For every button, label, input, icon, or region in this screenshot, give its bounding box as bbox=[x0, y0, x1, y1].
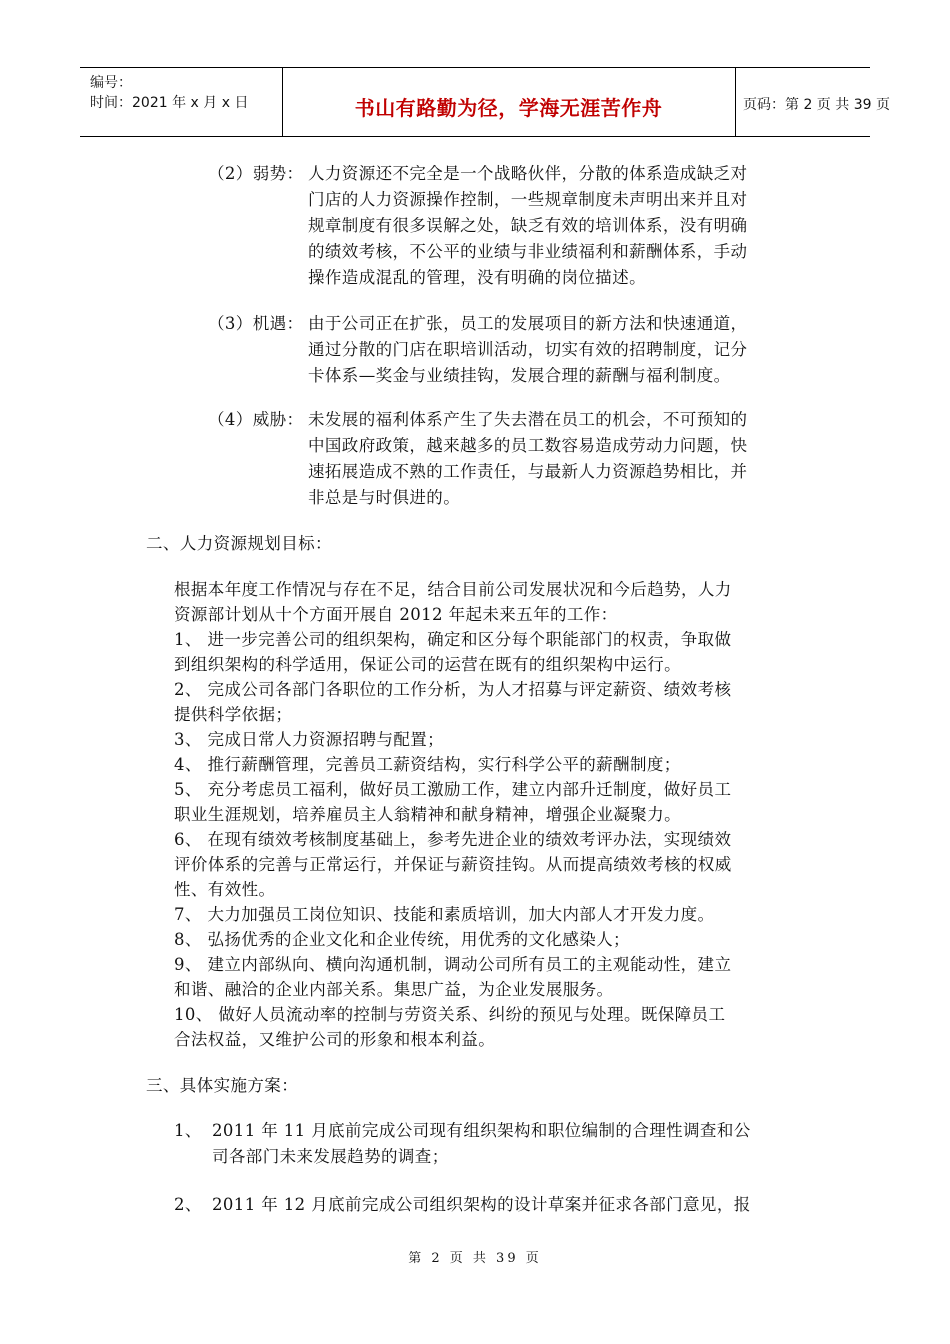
list-item: 2、 完成公司各部门各职位的工作分析，为人才招募与评定薪资、绩效考核 bbox=[174, 680, 732, 699]
paragraph-line: 根据本年度工作情况与存在不足，结合目前公司发展状况和今后趋势，人力 bbox=[174, 580, 732, 599]
document-number-label: 编号： bbox=[90, 75, 132, 91]
paragraph-line: 操作造成混乱的管理，没有明确的岗位描述。 bbox=[308, 268, 646, 287]
list-item: 10、 做好人员流动率的控制与劳资关系、纠纷的预见与处理。既保障员工 bbox=[174, 1005, 726, 1024]
paragraph-line: 非总是与时俱进的。 bbox=[308, 488, 461, 507]
header-motto: 书山有路勤为径，学海无涯苦作舟 bbox=[354, 96, 663, 120]
header-meta-cell bbox=[80, 68, 283, 136]
paragraph-line: 评价体系的完善与正常运行，并保证与薪资挂钩。从而提高绩效考核的权威 bbox=[174, 855, 732, 874]
paragraph-line: 提供科学依据； bbox=[174, 705, 293, 724]
paragraph-line: 到组织架构的科学适用，保证公司的运营在既有的组织架构中运行。 bbox=[174, 655, 681, 674]
document-header bbox=[80, 67, 890, 137]
paragraph-line: 规章制度有很多误解之处，缺乏有效的培训体系，没有明确 bbox=[308, 216, 748, 235]
swot-label: （4）威胁： bbox=[208, 410, 304, 429]
paragraph-line: 2011 年 12 月底前完成公司组织架构的设计草案并征求各部门意见，报 bbox=[212, 1195, 751, 1214]
page-footer: 第 2 页 共 39 页 bbox=[408, 1251, 542, 1266]
header-page-info: 页码：第 2 页 共 39 页 bbox=[743, 97, 890, 113]
list-item-number: 1、 bbox=[174, 1121, 202, 1140]
list-item: 3、 完成日常人力资源招聘与配置； bbox=[174, 730, 445, 749]
swot-label: （2）弱势： bbox=[208, 164, 304, 183]
list-item: 5、 充分考虑员工福利，做好员工激励工作，建立内部升迁制度，做好员工 bbox=[174, 780, 732, 799]
paragraph-line: 的绩效考核，不公平的业绩与非业绩福利和薪酬体系，手动 bbox=[308, 242, 748, 261]
paragraph-line: 合法权益，又维护公司的形象和根本利益。 bbox=[174, 1030, 496, 1049]
list-item: 6、 在现有绩效考核制度基础上，参考先进企业的绩效考评办法，实现绩效 bbox=[174, 830, 732, 849]
paragraph-line: 速拓展造成不熟的工作责任，与最新人力资源趋势相比，并 bbox=[308, 462, 748, 481]
list-item-number: 2、 bbox=[174, 1195, 202, 1214]
list-item: 7、 大力加强员工岗位知识、技能和素质培训，加大内部人才开发力度。 bbox=[174, 905, 715, 924]
paragraph-line: 门店的人力资源操作控制，一些规章制度未声明出来并且对 bbox=[308, 190, 748, 209]
paragraph-line: 卡体系—奖金与业绩挂钩，发展合理的薪酬与福利制度。 bbox=[308, 366, 731, 385]
list-item: 8、 弘扬优秀的企业文化和企业传统，用优秀的文化感染人； bbox=[174, 930, 630, 949]
paragraph-line: 由于公司正在扩张，员工的发展项目的新方法和快速通道， bbox=[308, 314, 748, 333]
paragraph-line: 性、有效性。 bbox=[174, 880, 276, 899]
list-item: 4、 推行薪酬管理，完善员工薪资结构，实行科学公平的薪酬制度； bbox=[174, 755, 681, 774]
paragraph-line: 人力资源还不完全是一个战略伙伴，分散的体系造成缺乏对 bbox=[308, 164, 748, 183]
paragraph-line: 2011 年 11 月底前完成公司现有组织架构和职位编制的合理性调查和公 bbox=[212, 1121, 751, 1140]
paragraph-line: 和谐、融洽的企业内部关系。集思广益，为企业发展服务。 bbox=[174, 980, 614, 999]
list-item: 9、 建立内部纵向、横向沟通机制，调动公司所有员工的主观能动性，建立 bbox=[174, 955, 732, 974]
document-date: 时间：2021 年 x 月 x 日 bbox=[90, 95, 249, 111]
paragraph-line: 职业生涯规划，培养雇员主人翁精神和献身精神，增强企业凝聚力。 bbox=[174, 805, 681, 824]
header-page-cell bbox=[735, 68, 890, 136]
swot-label: （3）机遇： bbox=[208, 314, 304, 333]
section-heading: 二、人力资源规划目标： bbox=[146, 534, 332, 553]
paragraph-line: 通过分散的门店在职培训活动，切实有效的招聘制度，记分 bbox=[308, 340, 748, 359]
paragraph-line: 中国政府政策，越来越多的员工数容易造成劳动力问题，快 bbox=[308, 436, 748, 455]
paragraph-line: 司各部门未来发展趋势的调查； bbox=[212, 1147, 449, 1166]
list-item: 1、 进一步完善公司的组织架构，确定和区分每个职能部门的权责，争取做 bbox=[174, 630, 732, 649]
paragraph-line: 未发展的福利体系产生了失去潜在员工的机会，不可预知的 bbox=[308, 410, 748, 429]
section-heading: 三、具体实施方案： bbox=[146, 1076, 299, 1095]
header-motto-cell bbox=[282, 68, 736, 136]
paragraph-line: 资源部计划从十个方面开展自 2012 年起未来五年的工作： bbox=[174, 605, 618, 624]
